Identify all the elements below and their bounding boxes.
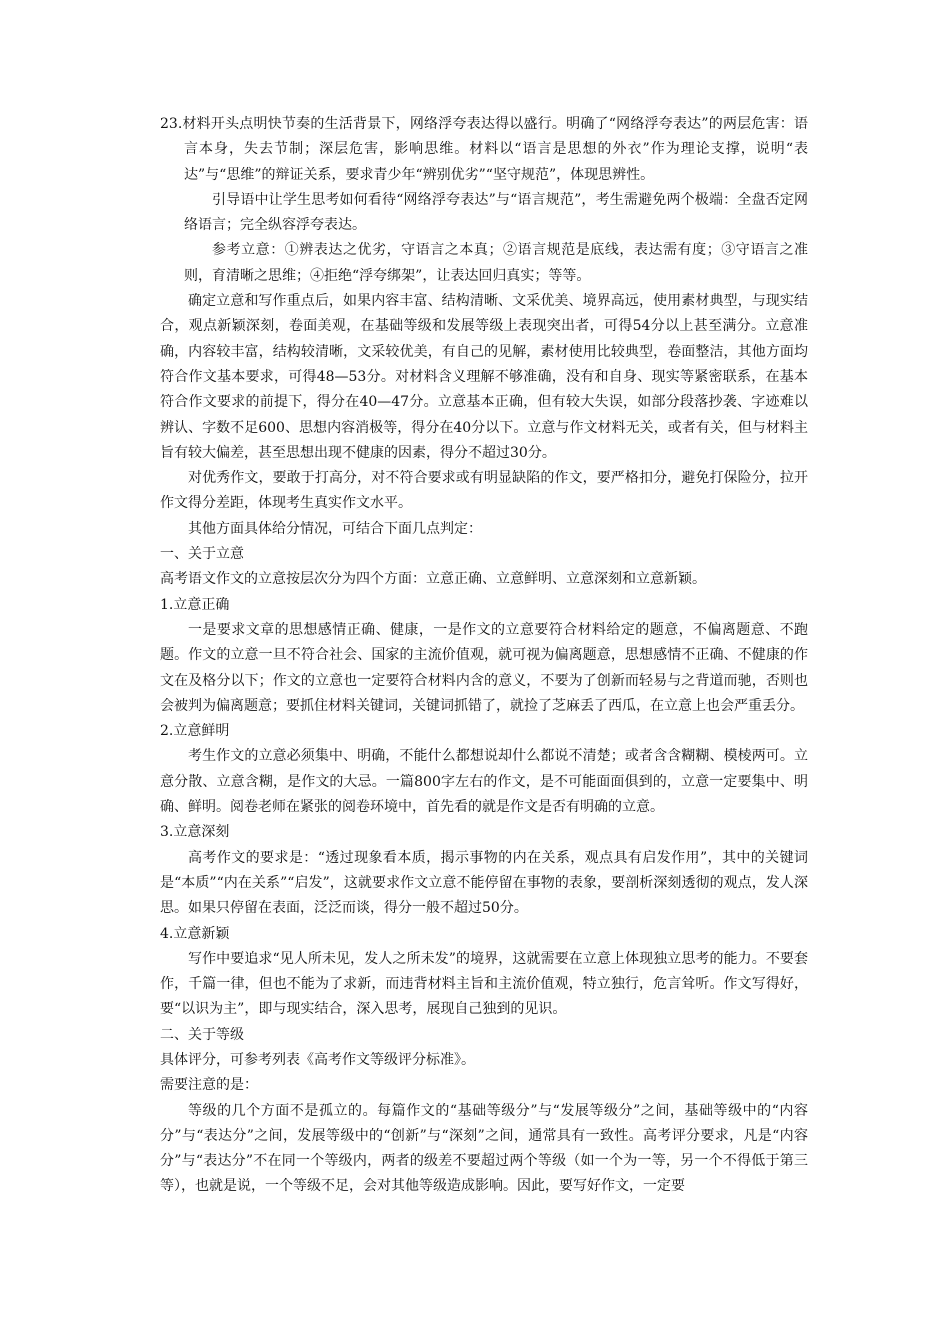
novel-theme-paragraph: 写作中要追求“见人所未见，发人之所未发”的境界，这就需要在立意上体现独立思考的能力。不要套作，千篇一律，但也不能为了求新，而违背材料主旨和主流价值观，特立独行，危言耸听。作文写得好，要“以识为主”，即与现实结合，深入思考，展现自己独到的见识。	[160, 950, 808, 1018]
excellent-essay-paragraph: 对优秀作文，要敢于打高分，对不符合要求或有明显缺陷的作文，要严格扣分，避免打保险分，拉开作文得分差距，体现考生真实作文水平。	[160, 470, 808, 512]
subheading-clear-theme: 2.立意鲜明	[160, 723, 230, 740]
clear-theme-paragraph: 考生作文的立意必须集中、明确，不能什么都想说却什么都说不清楚；或者含含糊糊、模棱两可。立意分散、立意含糊，是作文的大忌。一篇800字左右的作文，是不可能面面俱到的，立意一定要集中、明确、鲜明。阅卷老师在紧张的阅卷环境中，首先看的就是作文是否有明确的立意。	[160, 748, 808, 816]
guidance-paragraph: 引导语中让学生思考如何看待“网络浮夸表达”与“语言规范”，考生需避免两个极端：全盘否定网络语言；完全纵容浮夸表达。	[184, 191, 808, 234]
reference-theme-paragraph: 参考立意：①辨表达之优劣，守语言之本真；②语言规范是底线，表达需有度；③守语言之准则，育清晰之思维；④拒绝“浮夸绑架”，让表达回归真实；等等。	[184, 242, 808, 284]
subheading-novel-theme: 4.立意新颖	[160, 925, 230, 942]
subheading-deep-theme: 3.立意深刻	[160, 824, 230, 841]
theme-overview-paragraph: 高考语文作文的立意按层次分为四个方面：立意正确、立意鲜明、立意深刻和立意新颖。	[160, 571, 706, 588]
section-heading-grade: 二、关于等级	[160, 1026, 244, 1043]
grade-consistency-paragraph: 等级的几个方面不是孤立的。每篇作文的“基础等级分”与“发展等级分”之间，基础等级中的“内容分”与“表达分”之间，发展等级中的“创新”与“深刻”之间，通常具有一致性。高考评分要求，凡是“内容分”与“表达分”不在同一个等级内，两者的级差不要超过两个等级（如一个为一等，另一个不得低于第三等），也就是说，一个等级不足，会对其他等级造成影响。因此，要写好作文，一定要	[160, 1102, 808, 1195]
subheading-correct-theme: 1.立意正确	[160, 596, 230, 613]
scoring-criteria-paragraph: 确定立意和写作重点后，如果内容丰富、结构清晰、文采优美、境界高远，使用素材典型，与现实结合，观点新颖深刻，卷面美观，在基础等级和发展等级上表现突出者，可得54分以上甚至满分。立意准确，内容较丰富，结构较清晰，文采较优美，有自己的见解，素材使用比较典型，卷面整洁，其他方面均符合作文基本要求，可得48—53分。对材料含义理解不够准确，没有和自身、现实等紧密联系，在基本符合作文要求的前提下，得分在40—47分。立意基本正确，但有较大失误，如部分段落抄袭、字迹难以辨认、字数不足600、思想内容消极等，得分在40分以下。立意与作文材料无关，或者有关，但与材料主旨有较大偏差，甚至思想出现不健康的因素，得分不超过30分。	[160, 293, 808, 461]
correct-theme-paragraph: 一是要求文章的思想感情正确、健康，一是作文的立意要符合材料给定的题意，不偏离题意、不跑题。作文的立意一旦不符合社会、国家的主流价值观，就可视为偏离题意，思想感情不正确、不健康的作文在及格分以下；作文的立意也一定要符合材料内含的意义，不要为了创新而轻易与之背道而驰，否则也会被判为偏离题意；要抓住材料关键词，关键词抓错了，就捡了芝麻丢了西瓜，在立意上也会严重丢分。	[160, 621, 808, 714]
attention-label: 需要注意的是：	[160, 1077, 258, 1094]
grade-reference-paragraph: 具体评分，可参考列表《高考作文等级评分标准》。	[160, 1051, 475, 1068]
document-body	[160, 112, 808, 1200]
other-aspects-paragraph: 其他方面具体给分情况，可结合下面几点判定：	[188, 520, 482, 537]
answer-intro-paragraph: 23.材料开头点明快节奏的生活背景下，网络浮夸表达得以盛行。明确了“网络浮夸表达”的两层危害：语言本身，失去节制；深层危害，影响思维。材料以“语言是思想的外衣”作为理论支撑，说明“表达”与“思维”的辩证关系，要求青少年“辨别优劣”“坚守规范”，体现思辨性。	[160, 116, 808, 183]
deep-theme-paragraph: 高考作文的要求是：“透过现象看本质，揭示事物的内在关系，观点具有启发作用”，其中的关键词是“本质”“内在关系”“启发”，这就要求作文立意不能停留在事物的表象，要剖析深刻透彻的观点，发人深思。如果只停留在表面，泛泛而谈，得分一般不超过50分。	[160, 849, 808, 917]
section-heading-theme: 一、关于立意	[160, 546, 244, 563]
